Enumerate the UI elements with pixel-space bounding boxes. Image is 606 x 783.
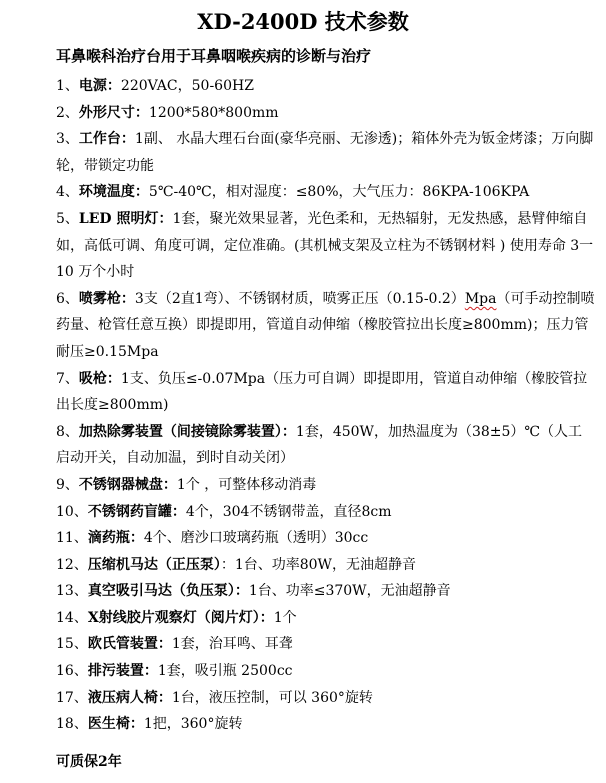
item-value: 1把，360°旋转 bbox=[143, 716, 243, 733]
item-number: 7、 bbox=[56, 370, 79, 387]
spec-list bbox=[56, 73, 596, 738]
item-value: 1个 bbox=[273, 609, 297, 626]
spec-item-doctor-chair bbox=[56, 711, 596, 738]
spec-item-drainage bbox=[56, 658, 596, 685]
item-label: 工作台： bbox=[78, 131, 135, 148]
item-label: 外形尺寸： bbox=[78, 104, 149, 121]
item-label: 排污装置： bbox=[87, 663, 158, 680]
item-number: 13、 bbox=[56, 583, 88, 600]
item-label: 加热除雾装置（间接镜除雾装置）： bbox=[78, 423, 296, 440]
item-value: 1套，治耳鸣、耳聋 bbox=[171, 636, 293, 653]
spec-item-patient-chair bbox=[56, 685, 596, 712]
item-value: 1副、 水晶大理石台面(豪华亮丽、无渗透)；箱体外壳为钣金烤漆；万向脚轮，带锁定功能 bbox=[56, 131, 594, 174]
item-label: 环境温度： bbox=[78, 184, 149, 201]
item-value: 1套，聚光效果显著，光色柔和，无热辐射，无发热感，悬臂伸缩自如，高低可调、角度可调，定位准确。(其机械支架及立柱为不锈钢材料 ) 使用寿命 3一10 万个小时 bbox=[56, 210, 594, 281]
item-number: 6、 bbox=[56, 290, 79, 307]
item-label: 不锈钢器械盘： bbox=[78, 476, 177, 493]
item-value: 1台，液压控制，可以 360°旋转 bbox=[171, 689, 373, 706]
item-value: 4个，304不锈钢带盖，直径8cm bbox=[185, 503, 392, 520]
spec-item-suction-gun bbox=[56, 366, 596, 419]
item-number: 4、 bbox=[56, 184, 79, 201]
item-label: 真空吸引马达（负压泵）： bbox=[87, 583, 249, 600]
spec-item-instrument-tray bbox=[56, 472, 596, 499]
spec-item-eustachian bbox=[56, 631, 596, 658]
spec-item-film-viewer bbox=[56, 605, 596, 632]
spec-item-led-light bbox=[56, 206, 596, 286]
item-number: 3、 bbox=[56, 131, 79, 148]
item-value: 1个 ，可整体移动消毒 bbox=[176, 476, 317, 493]
spec-item-medicine-jar bbox=[56, 499, 596, 526]
item-number: 16、 bbox=[56, 663, 88, 680]
warranty-note: 可质保2年 bbox=[56, 754, 122, 770]
item-label: 喷雾枪： bbox=[78, 290, 135, 307]
spec-item-spray-gun bbox=[56, 286, 596, 366]
item-number: 5、 bbox=[56, 210, 79, 227]
spec-item-compressor bbox=[56, 552, 596, 579]
item-value: 4个、磨沙口玻璃药瓶（透明）30cc bbox=[143, 530, 369, 547]
item-number: 8、 bbox=[56, 423, 79, 440]
spec-item-defog bbox=[56, 419, 596, 472]
item-value: 1支、负压≤-0.07Mpa（压力可自调）即提即用，管道自动伸缩（橡胶管拉出长度≥800mm) bbox=[56, 370, 588, 414]
item-number: 9、 bbox=[56, 476, 79, 493]
item-value: ：1台、功率80W，无油超静音 bbox=[220, 556, 416, 573]
item-value: 3支（2直1弯）、不锈钢材质，喷雾正压（0.15-0.2） bbox=[134, 290, 465, 307]
item-label: LED 照明灯： bbox=[78, 210, 173, 227]
document-title: XD-2400D 技术参数 bbox=[197, 9, 409, 34]
item-label: X射线胶片观察灯（阅片灯）： bbox=[87, 609, 274, 626]
item-number: 1、 bbox=[56, 78, 79, 94]
spec-item-dimensions bbox=[56, 100, 596, 127]
item-number: 12、 bbox=[56, 556, 88, 573]
spec-item-vacuum-motor bbox=[56, 578, 596, 605]
item-value: 220VAC，50-60HZ bbox=[120, 78, 254, 94]
item-value: 5℃-40℃，相对湿度：≤80%，大气压力：86KPA-106KPA bbox=[148, 184, 530, 201]
item-label: 电源： bbox=[78, 78, 121, 94]
item-number: 17、 bbox=[56, 689, 88, 706]
item-label: 压缩机马达（正压泵） bbox=[87, 556, 221, 573]
item-value-continued: （可手动控制喷药量、枪管任意互换）即提即用，管道自动伸缩（橡胶管拉出长度≥800mm)；压力管耐压≥0.15Mpa bbox=[56, 290, 595, 360]
spellcheck-flagged-word: Mpa bbox=[464, 290, 497, 307]
item-number: 18、 bbox=[56, 716, 88, 733]
spec-item-environment bbox=[56, 179, 596, 206]
item-number: 11、 bbox=[56, 530, 88, 547]
item-value: 1套，450W，加热温度为（38±5）℃（人工启动开关，自动加温，到时自动关闭） bbox=[56, 423, 583, 467]
item-number: 10、 bbox=[56, 503, 88, 520]
item-label: 欧氏管装置： bbox=[87, 636, 172, 653]
item-label: 液压病人椅： bbox=[87, 689, 172, 706]
item-value: 1200*580*800mm bbox=[148, 104, 279, 121]
spec-item-drop-bottle bbox=[56, 525, 596, 552]
item-label: 滴药瓶： bbox=[87, 530, 144, 547]
item-value: 1台、功率≤370W，无油超静音 bbox=[248, 583, 451, 600]
spec-item-worktable bbox=[56, 126, 596, 179]
item-value: 1套，吸引瓶 2500cc bbox=[157, 663, 293, 680]
item-label: 不锈钢药盲罐： bbox=[87, 503, 186, 520]
document-subtitle: 耳鼻喉科治疗台用于耳鼻咽喉疾病的诊断与治疗 bbox=[56, 47, 372, 65]
item-label: 医生椅： bbox=[87, 716, 144, 733]
item-number: 15、 bbox=[56, 636, 88, 653]
item-label: 吸枪： bbox=[78, 370, 121, 387]
spec-item-power bbox=[56, 73, 596, 100]
item-number: 2、 bbox=[56, 104, 79, 121]
item-number: 14、 bbox=[56, 609, 88, 626]
